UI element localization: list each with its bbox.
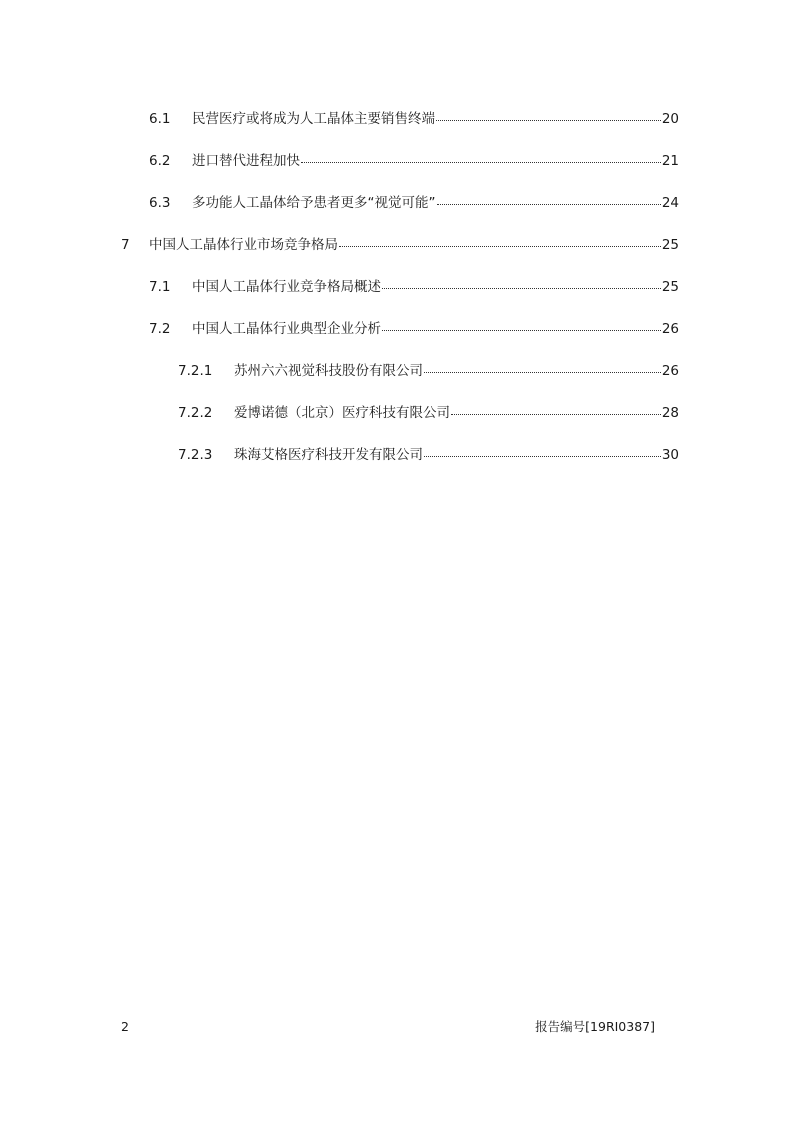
toc-entry-7-1[interactable] [149, 278, 679, 296]
toc-leader-dots [424, 456, 661, 457]
toc-leader-dots [437, 204, 661, 205]
toc-entry-title: 珠海艾格医疗科技开发有限公司 [234, 447, 423, 463]
toc-entry-title: 爱博诺德（北京）医疗科技有限公司 [234, 405, 450, 421]
toc-entry-7[interactable] [121, 236, 679, 254]
toc-leader-dots [451, 414, 661, 415]
toc-entry-6-2[interactable] [149, 152, 679, 170]
toc-entry-number: 7.1 [149, 279, 171, 295]
toc-entry-page: 30 [661, 447, 679, 463]
toc-entry-title: 苏州六六视觉科技股份有限公司 [234, 363, 423, 379]
toc-entry-number: 6.2 [149, 153, 171, 169]
toc-entry-page: 28 [661, 405, 679, 421]
toc-leader-dots [301, 162, 661, 163]
toc-leader-dots [382, 330, 661, 331]
toc-entry-page: 21 [661, 153, 679, 169]
footer-report-id: 报告编号[19RI0387] [535, 1019, 655, 1034]
toc-entry-7-2[interactable] [149, 320, 679, 338]
toc-entry-number: 7.2.2 [178, 405, 213, 421]
toc-entry-page: 26 [661, 363, 679, 379]
page-footer [121, 1018, 655, 1036]
toc-entry-number: 7.2.1 [178, 363, 213, 379]
footer-page-number: 2 [121, 1019, 129, 1034]
toc-entry-page: 26 [661, 321, 679, 337]
toc-entry-title: 中国人工晶体行业典型企业分析 [192, 321, 381, 337]
toc-entry-page: 20 [661, 111, 679, 127]
toc-entry-number: 7 [121, 237, 130, 253]
toc-entry-title: 民营医疗或将成为人工晶体主要销售终端 [192, 111, 435, 127]
toc-entry-6-1[interactable] [149, 110, 679, 128]
toc-entry-title: 进口替代进程加快 [192, 153, 300, 169]
toc-entry-7-2-2[interactable] [178, 404, 679, 422]
toc-leader-dots [424, 372, 661, 373]
toc-entry-number: 6.3 [149, 195, 171, 211]
toc-entry-page: 25 [661, 237, 679, 253]
toc-entry-7-2-1[interactable] [178, 362, 679, 380]
toc-entry-number: 7.2.3 [178, 447, 213, 463]
toc-entry-title: 中国人工晶体行业市场竞争格局 [149, 237, 338, 253]
toc-leader-dots [436, 120, 661, 121]
toc-leader-dots [339, 246, 661, 247]
toc-leader-dots [382, 288, 661, 289]
toc-entry-title: 多功能人工晶体给予患者更多“视觉可能” [192, 195, 436, 211]
toc-entry-page: 24 [661, 195, 679, 211]
toc-entry-number: 6.1 [149, 111, 171, 127]
toc-entry-title: 中国人工晶体行业竞争格局概述 [192, 279, 381, 295]
toc-entry-number: 7.2 [149, 321, 171, 337]
toc-entry-7-2-3[interactable] [178, 446, 679, 464]
toc-entry-6-3[interactable] [149, 194, 679, 212]
toc-entry-page: 25 [661, 279, 679, 295]
